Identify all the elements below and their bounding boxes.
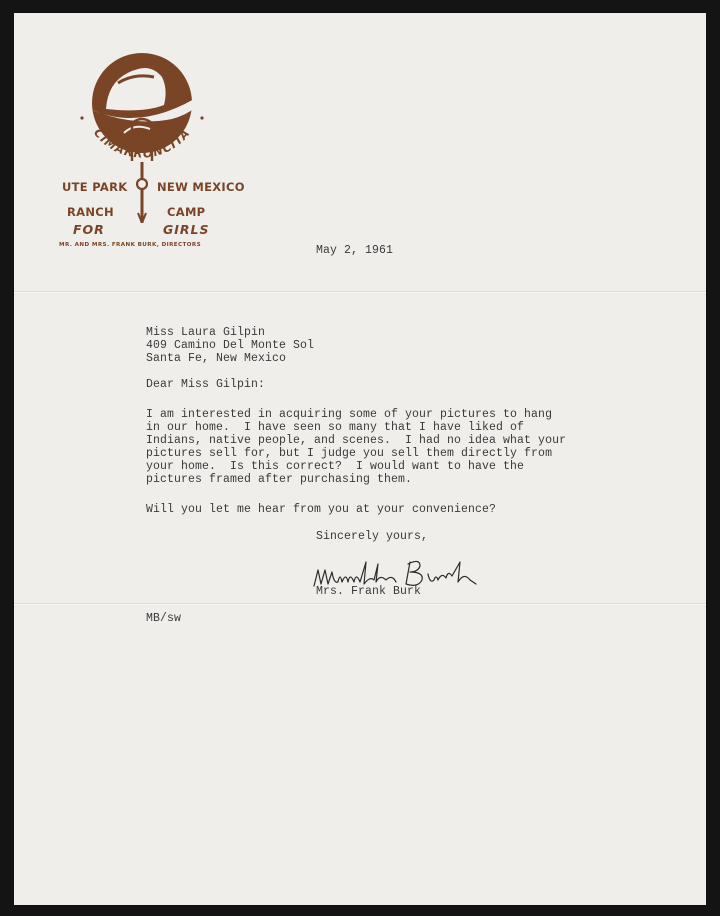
for-label: FOR <box>73 222 105 237</box>
body-line: I am interested in acquiring some of your pictures to hang <box>146 408 553 421</box>
body-line: in our home. I have seen so many that I have liked of <box>146 421 525 434</box>
location-left: UTE PARK <box>62 180 128 194</box>
reference-initials: MB/sw <box>146 612 182 625</box>
svg-text:CIMARRONCITA: CIMARRONCITA <box>90 125 194 161</box>
fold-line <box>14 603 706 604</box>
location-right: NEW MEXICO <box>157 180 245 194</box>
fold-line <box>14 291 706 292</box>
body-line: pictures framed after purchasing them. <box>146 473 413 486</box>
body-line: your home. Is this correct? I would want to have the <box>146 460 525 473</box>
recipient-city: Santa Fe, New Mexico <box>146 352 287 365</box>
signer-name: Mrs. Frank Burk <box>316 585 422 598</box>
letter-date: May 2, 1961 <box>316 244 394 257</box>
letter-page <box>14 13 706 905</box>
body-line: Indians, native people, and scenes. I had no idea what your <box>146 434 567 447</box>
girls-label: GIRLS <box>163 222 210 237</box>
salutation: Dear Miss Gilpin: <box>146 378 266 391</box>
body-line: pictures sell for, but I judge you sell them directly from <box>146 447 553 460</box>
camp-label: CAMP <box>167 205 206 219</box>
closing-question: Will you let me hear from you at your convenience? <box>146 503 497 516</box>
directors-line: MR. AND MRS. FRANK BURK, DIRECTORS <box>59 242 202 248</box>
recipient-name: Miss Laura Gilpin <box>146 326 266 339</box>
recipient-street: 409 Camino Del Monte Sol <box>146 339 315 352</box>
letterhead <box>52 53 245 253</box>
hat-lasso-emblem-logo <box>72 53 212 223</box>
ranch-label: RANCH <box>67 205 114 219</box>
closing: Sincerely yours, <box>316 530 429 543</box>
